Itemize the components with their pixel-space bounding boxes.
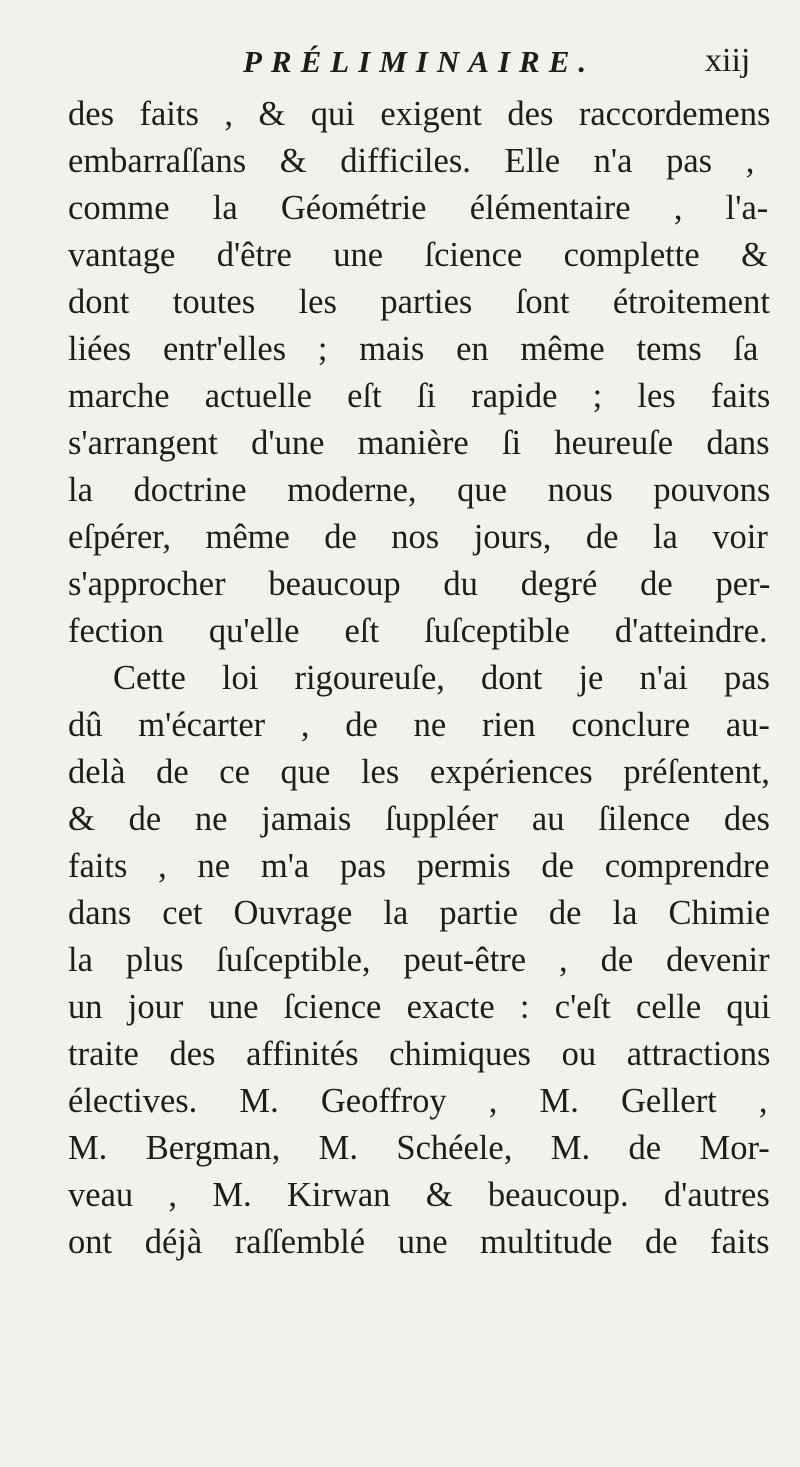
page-header [0,44,800,88]
text-line: la doctrine moderne, que nous pouvons [68,471,771,509]
text-line: faits , ne m'a pas permis de comprendre [68,847,770,885]
text-line: s'approcher beaucoup du degré de per- [68,565,771,603]
text-line: liées entr'elles ; mais en même tems ſa [68,330,759,368]
text-line: traite des affinités chimiques ou attractions [68,1035,771,1073]
page-number: xiij [705,42,751,79]
text-line: Cette loi rigoureuſe, dont je n'ai pas [113,659,770,697]
text-line: dû m'écarter , de ne rien conclure au- [68,706,770,744]
text-line: eſpérer, même de nos jours, de la voir [68,518,768,556]
text-line: dont toutes les parties ſont étroitement [68,283,770,321]
text-line: embarraſſans & difficiles. Elle n'a pas , [68,142,755,180]
text-line: s'arrangent d'une manière ſi heureuſe dans [68,424,770,462]
text-line: dans cet Ouvrage la partie de la Chimie [68,894,771,932]
text-line: vantage d'être une ſcience complette & [68,236,768,274]
text-line: veau , M. Kirwan & beaucoup. d'autres [68,1176,770,1214]
text-line: un jour une ſcience exacte : c'eſt celle qui [68,988,771,1026]
text-line: la plus ſuſceptible, peut-être , de devenir [68,941,770,979]
text-line: fection qu'elle eſt ſuſceptible d'atteindre. [68,612,768,650]
text-line: électives. M. Geoffroy , M. Gellert , [68,1082,768,1120]
text-line: ont déjà raſſemblé une multitude de faits [68,1223,770,1261]
text-line: marche actuelle eſt ſi rapide ; les faits [68,377,771,415]
running-title: PRÉLIMINAIRE. [243,44,596,79]
text-line: delà de ce que les expériences préſentent, [68,753,770,791]
text-line: M. Bergman, M. Schéele, M. de Mor- [68,1129,770,1167]
text-line: & de ne jamais ſuppléer au ſilence des [68,800,770,838]
text-line: comme la Géométrie élémentaire , l'a- [68,189,769,227]
text-line: des faits , & qui exigent des raccordemens [68,95,771,133]
